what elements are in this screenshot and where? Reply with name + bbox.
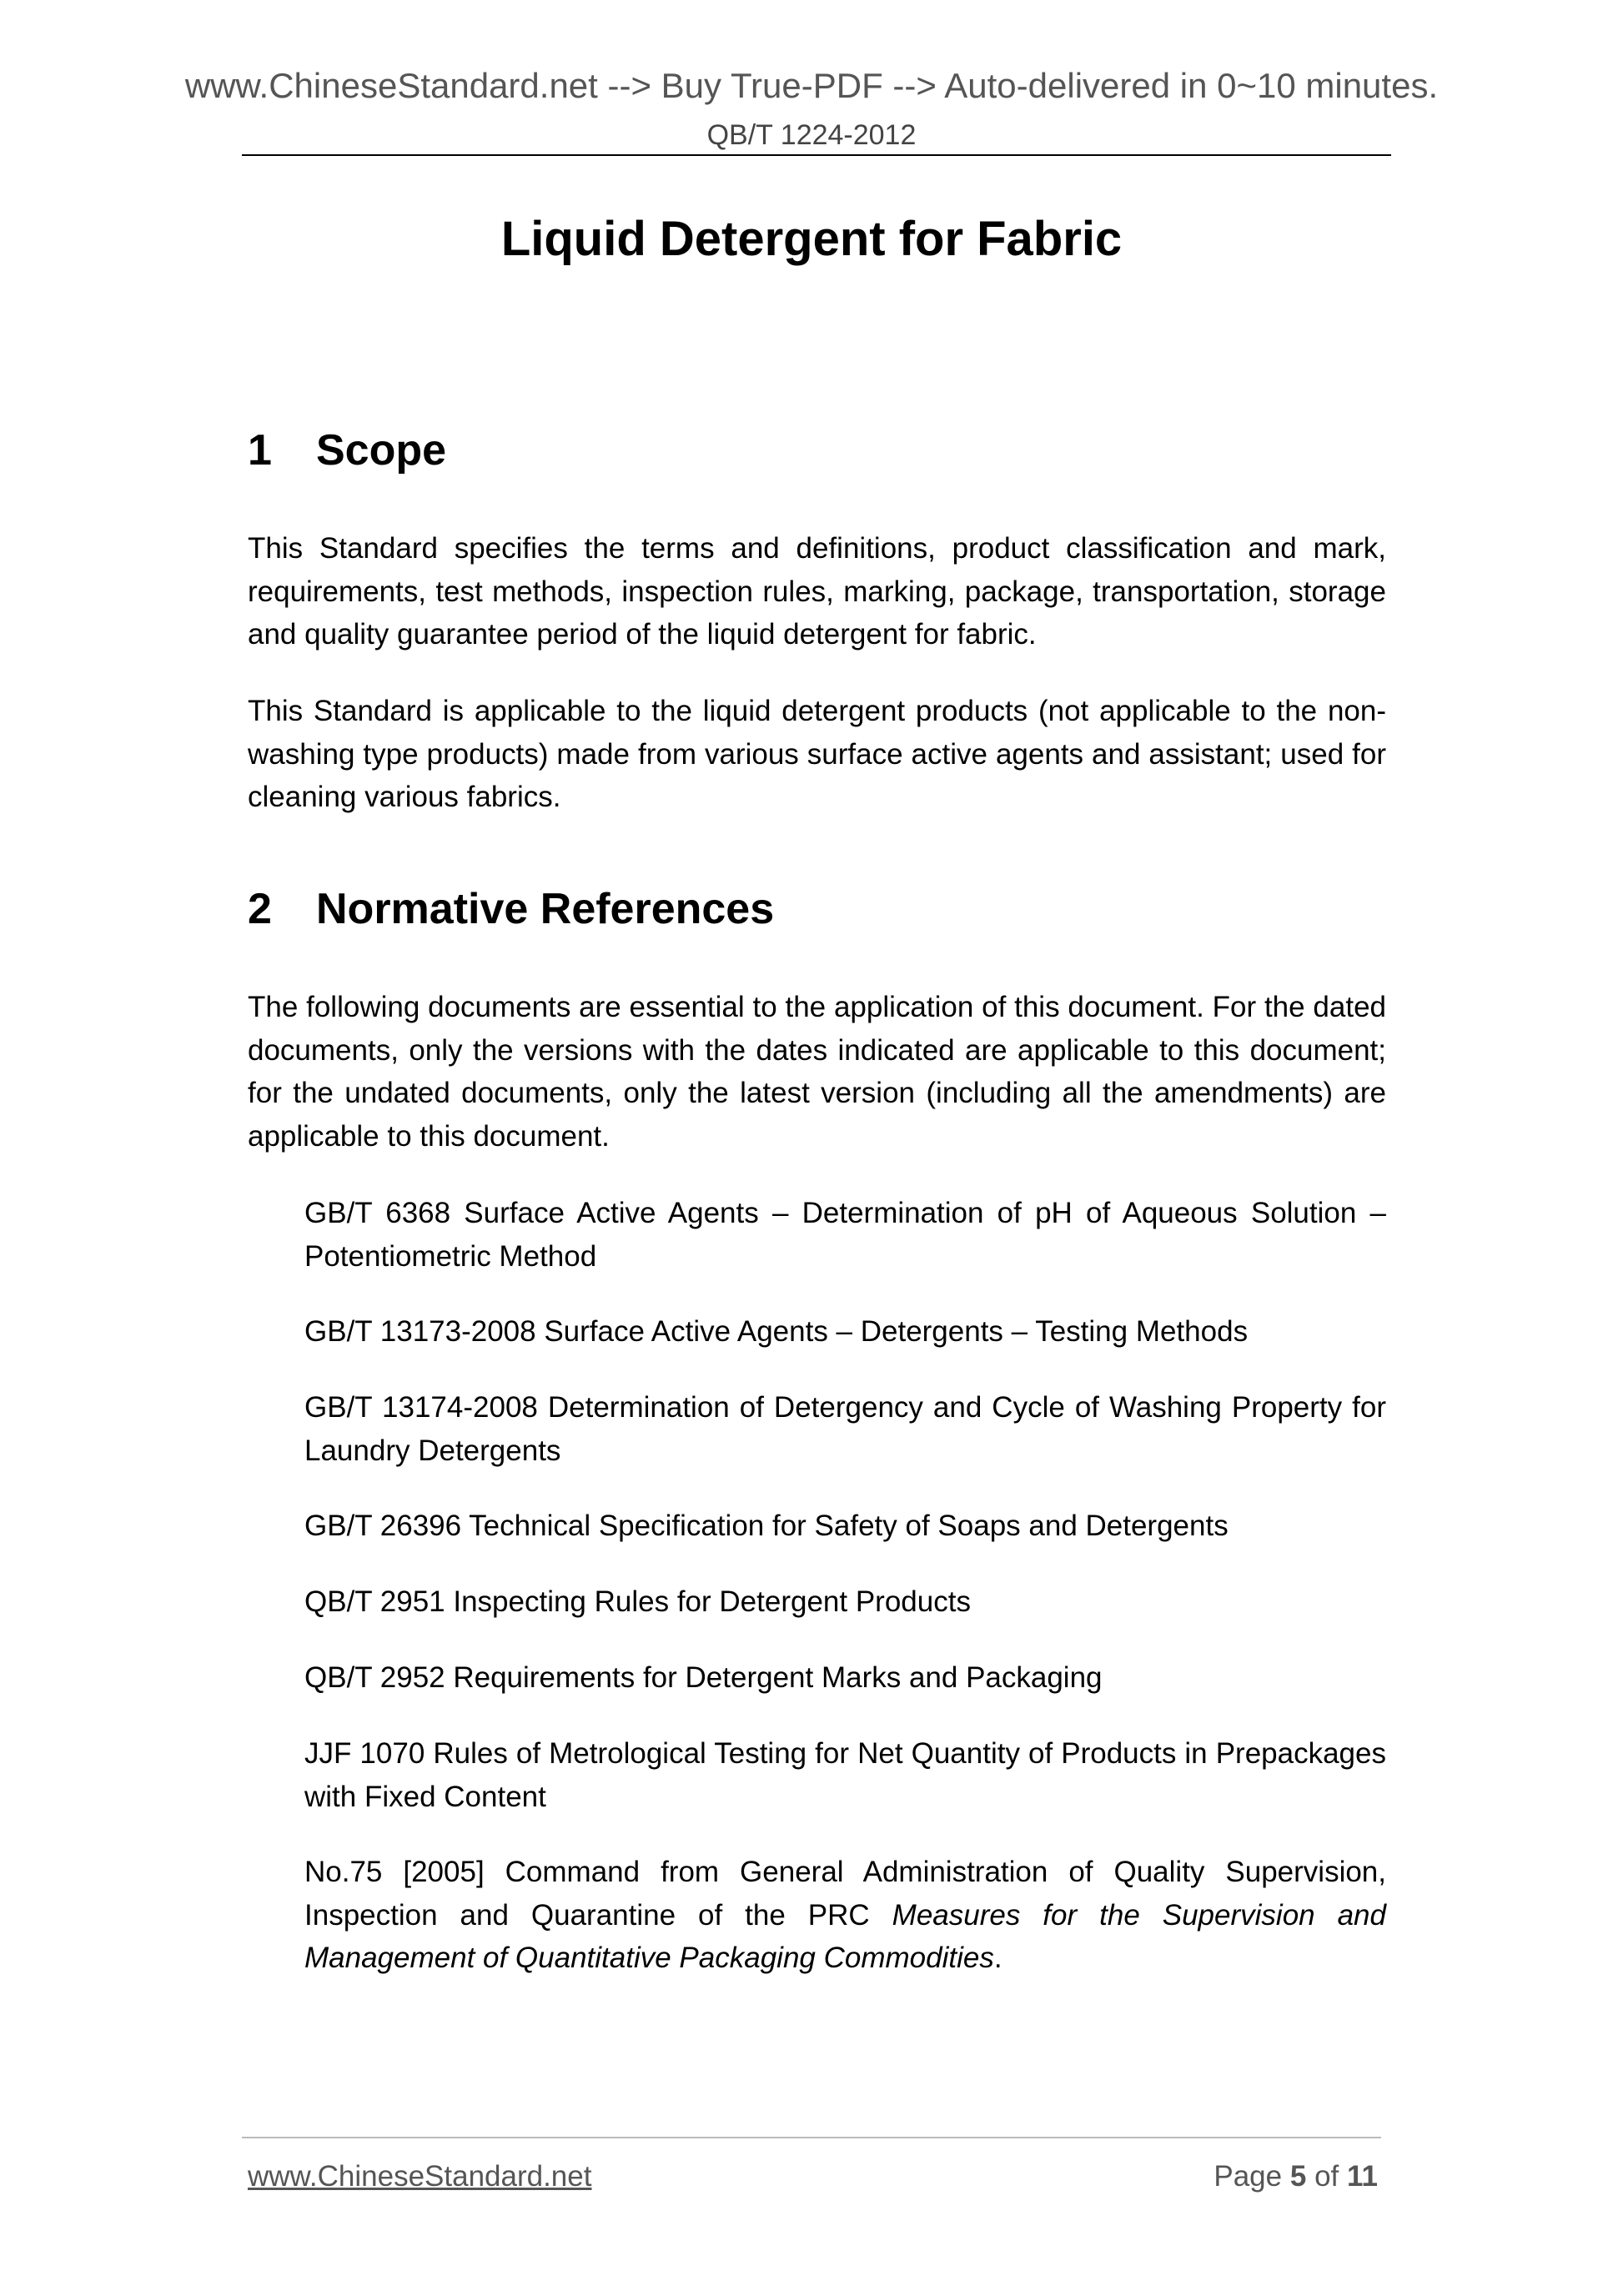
page-label: Page [1213, 2160, 1283, 2193]
section-number: 2 [248, 885, 272, 933]
reference-text: No.75 [2005] Command from General Administration of Quality Supervision, Inspection and Quarantine of the PRC [304, 1856, 1386, 1932]
reference-item: QB/T 2952 Requirements for Detergent Marks and Packaging [304, 1661, 1103, 1694]
section-title: Normative References [316, 885, 775, 933]
section-heading-normative-references [248, 882, 774, 936]
section-number: 1 [248, 426, 272, 475]
top-banner: www.ChineseStandard.net --> Buy True-PDF --> Auto-delivered in 0~10 minutes. [184, 66, 1439, 105]
section-title: Scope [316, 426, 447, 475]
page-indicator [1213, 2158, 1378, 2195]
footer-website-link[interactable]: www.ChineseStandard.net [248, 2160, 592, 2193]
page-of-label: of [1314, 2160, 1339, 2193]
reference-italic-title: Measures for the Supervision and Management of Quantitative Packaging Commodities [304, 1898, 1386, 1974]
reference-item: GB/T 26396 Technical Specification for Safety of Soaps and Detergents [304, 1510, 1229, 1542]
footer-divider [242, 2137, 1381, 2138]
document-title: Liquid Detergent for Fabric [500, 212, 1123, 266]
reference-item: QB/T 2951 Inspecting Rules for Detergent Products [304, 1585, 971, 1618]
references-intro-paragraph: The following documents are essential to the application of this document. For the dated documents, only the versions with the dates indicated are applicable to this document; for the undated documents, only the latest version (including all the amendments) are applicable to this document. [248, 991, 1386, 1153]
reference-item: GB/T 6368 Surface Active Agents – Determination of pH of Aqueous Solution – Potentiometric Method [304, 1197, 1386, 1273]
reference-suffix: . [993, 1942, 1002, 1974]
current-page-number: 5 [1289, 2160, 1307, 2193]
total-pages-number: 11 [1347, 2160, 1378, 2193]
header-divider [242, 154, 1391, 156]
reference-item: GB/T 13173-2008 Surface Active Agents – Detergents – Testing Methods [304, 1315, 1249, 1348]
reference-item: JJF 1070 Rules of Metrological Testing for Net Quantity of Products in Prepackages with Fixed Content [304, 1737, 1386, 1813]
standard-code: QB/T 1224-2012 [706, 119, 917, 151]
section-heading-scope [248, 424, 446, 477]
reference-item-command [304, 1851, 1386, 1980]
reference-item: GB/T 13174-2008 Determination of Detergency and Cycle of Washing Property for Laundry Detergents [304, 1391, 1386, 1467]
scope-paragraph-1: This Standard specifies the terms and definitions, product classification and mark, requirements, test methods, inspection rules, marking, package, transportation, storage and quality guarantee period of the liquid detergent for fabric. [248, 532, 1386, 651]
scope-paragraph-2: This Standard is applicable to the liquid detergent products (not applicable to the non-washing type products) made from various surface active agents and assistant; used for cleaning various fabrics. [248, 695, 1386, 813]
